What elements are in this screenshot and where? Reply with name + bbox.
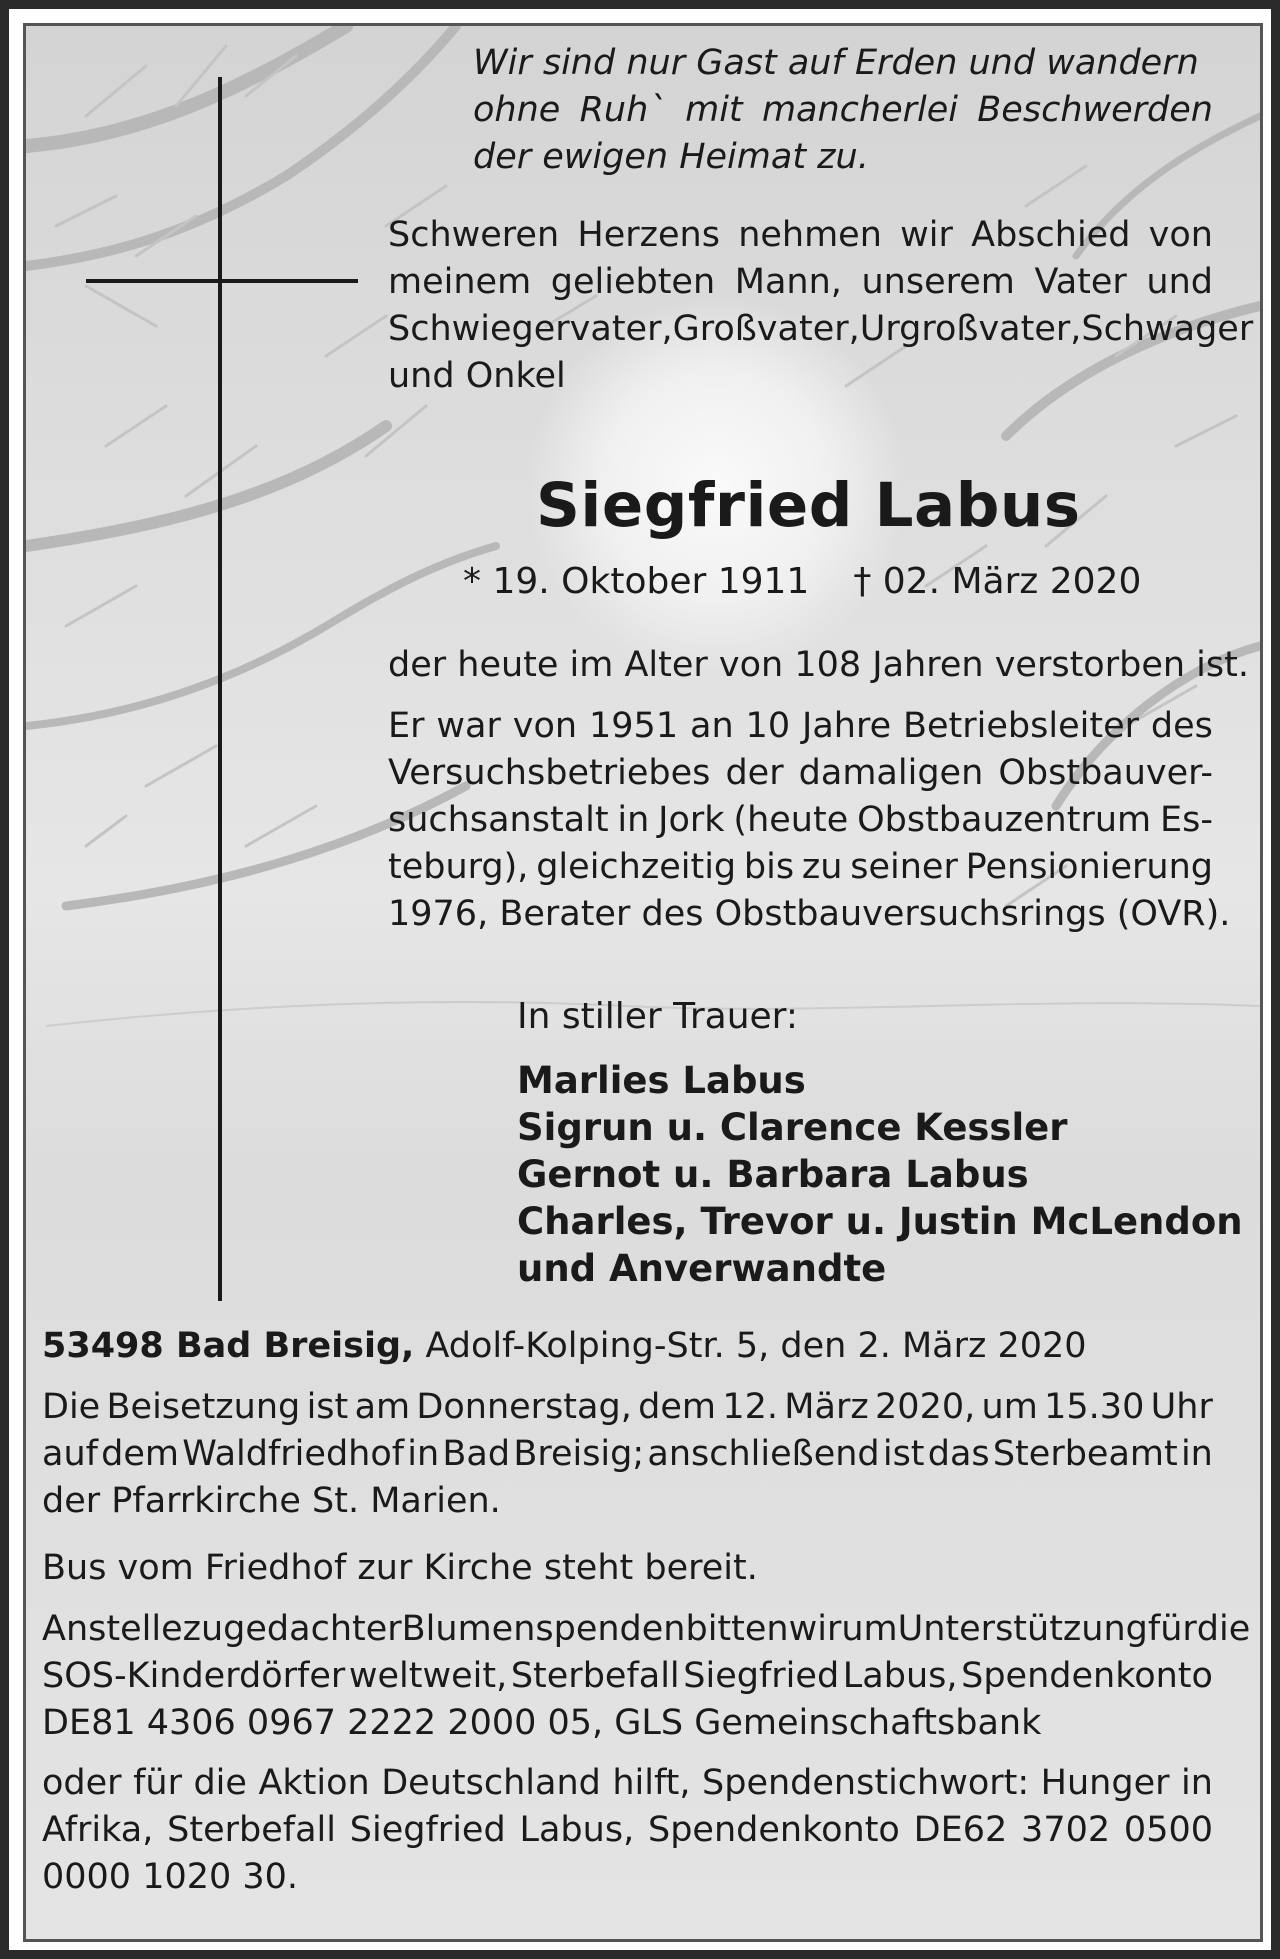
word: damaligen (798, 753, 984, 793)
word: am (354, 1387, 411, 1427)
word: weltweit, (348, 1656, 508, 1696)
word: oder (42, 1763, 122, 1803)
word: Jork (658, 800, 725, 840)
cross-horizontal-bar (86, 279, 358, 283)
career-line (388, 844, 1213, 891)
word: 0500 (1123, 1810, 1213, 1850)
word: Vater (1034, 262, 1127, 302)
word: die (1196, 1609, 1251, 1649)
word: um (981, 1387, 1038, 1427)
mourner-name: Gernot u. Barbara Labus (517, 1153, 1029, 1196)
word: Herzens (577, 215, 720, 255)
mourning-label: In stiller Trauer: (517, 996, 798, 1037)
word: mancherlei (761, 90, 958, 130)
word: Obstbauzentrum (857, 800, 1152, 840)
word: dem (101, 1434, 180, 1474)
word: Anstelle (42, 1609, 183, 1649)
intro-line: und Onkel (388, 356, 566, 396)
verse-line (473, 87, 1213, 134)
donation-line (42, 1760, 1213, 1807)
word: in (407, 1434, 440, 1474)
funeral-info (42, 1384, 1213, 1525)
word: geliebten (550, 262, 716, 302)
word: Donnerstag, (416, 1387, 632, 1427)
word: unserem (861, 262, 1015, 302)
word: SOS-Kinderdörfer (42, 1656, 346, 1696)
word: 12. (722, 1387, 778, 1427)
word: wir (900, 215, 953, 255)
word: Sterbefall (510, 1656, 680, 1696)
donation-line (42, 1807, 1213, 1854)
word: Abschied (971, 215, 1131, 255)
word: Waldfriedhof (182, 1434, 405, 1474)
word: Pensionierung (965, 847, 1213, 887)
word: Obstbauver- (998, 753, 1213, 793)
word: Sterbefall (167, 1810, 336, 1850)
word: von (1148, 215, 1213, 255)
word: Bad (442, 1434, 511, 1474)
word: des (1150, 706, 1213, 746)
word: 3702 (1021, 1810, 1111, 1850)
word: Sterbeamt (992, 1434, 1178, 1474)
funeral-line (42, 1431, 1213, 1478)
word: zu (801, 847, 843, 887)
word: März (784, 1387, 869, 1427)
donation-alternative (42, 1760, 1213, 1901)
word: Siegfried (683, 1656, 840, 1696)
word: für (133, 1763, 182, 1803)
word: 2020, (875, 1387, 976, 1427)
career-line (388, 797, 1213, 844)
word: dem (638, 1387, 716, 1427)
word: an (690, 706, 734, 746)
word: Betriebsleiter (903, 706, 1140, 746)
word: Uhr (1150, 1387, 1213, 1427)
address-line (42, 1323, 1213, 1370)
farewell-intro (388, 212, 1254, 400)
intro-line (388, 212, 1213, 259)
word: bis (743, 847, 795, 887)
word: Deutschland (381, 1763, 601, 1803)
word: Die (42, 1387, 101, 1427)
word: nehmen (738, 215, 882, 255)
word: meinem (388, 262, 532, 302)
word: in (617, 800, 650, 840)
word: wir (788, 1609, 842, 1649)
word: war (436, 706, 501, 746)
word: seiner (850, 847, 958, 887)
word: Afrika, (42, 1810, 154, 1850)
mourner-name: und Anverwandte (517, 1247, 887, 1290)
verse-line: der ewigen Heimat zu. (473, 137, 869, 177)
cross-vertical-bar (218, 77, 222, 1301)
donation-line: 0000 1020 30. (42, 1857, 299, 1897)
word: ist (882, 1434, 925, 1474)
word: Beisetzung (106, 1387, 301, 1427)
word: der (725, 753, 784, 793)
word: hilft, (612, 1763, 691, 1803)
word: 15.30 (1044, 1387, 1145, 1427)
intro-line (388, 306, 1254, 353)
word: Blumenspenden (401, 1609, 686, 1649)
word: ist (306, 1387, 349, 1427)
word: Spendenkonto (961, 1656, 1213, 1696)
donation-line (42, 1606, 1251, 1653)
word: ohne (473, 90, 561, 130)
word: teburg), (388, 847, 529, 887)
word: Er (388, 706, 425, 746)
word: Aktion (258, 1763, 370, 1803)
donation-line (42, 1653, 1213, 1700)
career-line (388, 703, 1213, 750)
funeral-line: der Pfarrkirche St. Marien. (42, 1481, 501, 1521)
address-place: 53498 Bad Breisig, (42, 1326, 415, 1366)
career-line (388, 750, 1213, 797)
word: das (927, 1434, 990, 1474)
word: von (512, 706, 578, 746)
birth-date: * 19. Oktober 1911 (463, 561, 810, 602)
funeral-line (42, 1384, 1213, 1431)
word: Labus, (519, 1810, 635, 1850)
word: 10 (745, 706, 791, 746)
word: Beschwerden (977, 90, 1213, 130)
word: Versuchsbetriebes (388, 753, 711, 793)
word: in (1180, 1434, 1213, 1474)
word: Urgroßvater, (859, 309, 1082, 349)
word: Großvater, (672, 309, 860, 349)
word: für (1147, 1609, 1197, 1649)
word: mit (685, 90, 743, 130)
word: gleichzeitig (536, 847, 737, 887)
word: DE62 (913, 1810, 1008, 1850)
word: Hunger (1040, 1763, 1170, 1803)
word: um (841, 1609, 898, 1649)
donation-line: DE81 4306 0967 2222 2000 05, GLS Gemeinschaftsbank (42, 1703, 1042, 1743)
word: Schwager (1081, 309, 1254, 349)
word: Siegfried (349, 1810, 506, 1850)
word: Jahre (802, 706, 892, 746)
word: Spendenkonto (648, 1810, 900, 1850)
word: 1951 (589, 706, 679, 746)
verse-line: Wir sind nur Gast auf Erden und wandern (473, 43, 1199, 83)
word: Ruh` (579, 90, 666, 130)
word: Labus, (842, 1656, 958, 1696)
word: Unterstützung (897, 1609, 1148, 1649)
word: suchsanstalt (388, 800, 609, 840)
bus-info: Bus vom Friedhof zur Kirche steht bereit. (42, 1548, 758, 1588)
word: Es- (1159, 800, 1213, 840)
word: Schweren (388, 215, 560, 255)
mourner-name: Sigrun u. Clarence Kessler (517, 1106, 1068, 1149)
memorial-verse (473, 40, 1213, 181)
career-line: 1976, Berater des Obstbauversuchsrings (OVR). (388, 894, 1231, 934)
word: bitten (685, 1609, 789, 1649)
word: zugedachter (182, 1609, 402, 1649)
word: Breisig; (513, 1434, 645, 1474)
address-street-date: Adolf-Kolping-Str. 5, den 2. März 2020 (414, 1326, 1087, 1366)
word: Schwiegervater, (388, 309, 673, 349)
career-paragraph (388, 703, 1231, 938)
word: Mann, (734, 262, 842, 302)
intro-line (388, 259, 1213, 306)
mourners-list (517, 1057, 1243, 1292)
word: die (193, 1763, 247, 1803)
age-line: der heute im Alter von 108 Jahren verstorben ist. (388, 645, 1249, 685)
mourner-name: Marlies Labus (517, 1059, 806, 1102)
deceased-name: Siegfried Labus (536, 470, 1081, 541)
life-dates (463, 561, 1141, 602)
death-date: † 02. März 2020 (853, 561, 1142, 602)
mourner-name: Charles, Trevor u. Justin McLendon (517, 1200, 1243, 1243)
donation-request (42, 1606, 1251, 1747)
word: auf (42, 1434, 98, 1474)
word: anschließend (647, 1434, 880, 1474)
word: in (1181, 1763, 1213, 1803)
word: und (1146, 262, 1213, 302)
word: (heute (733, 800, 849, 840)
word: Spendenstichwort: (702, 1763, 1030, 1803)
